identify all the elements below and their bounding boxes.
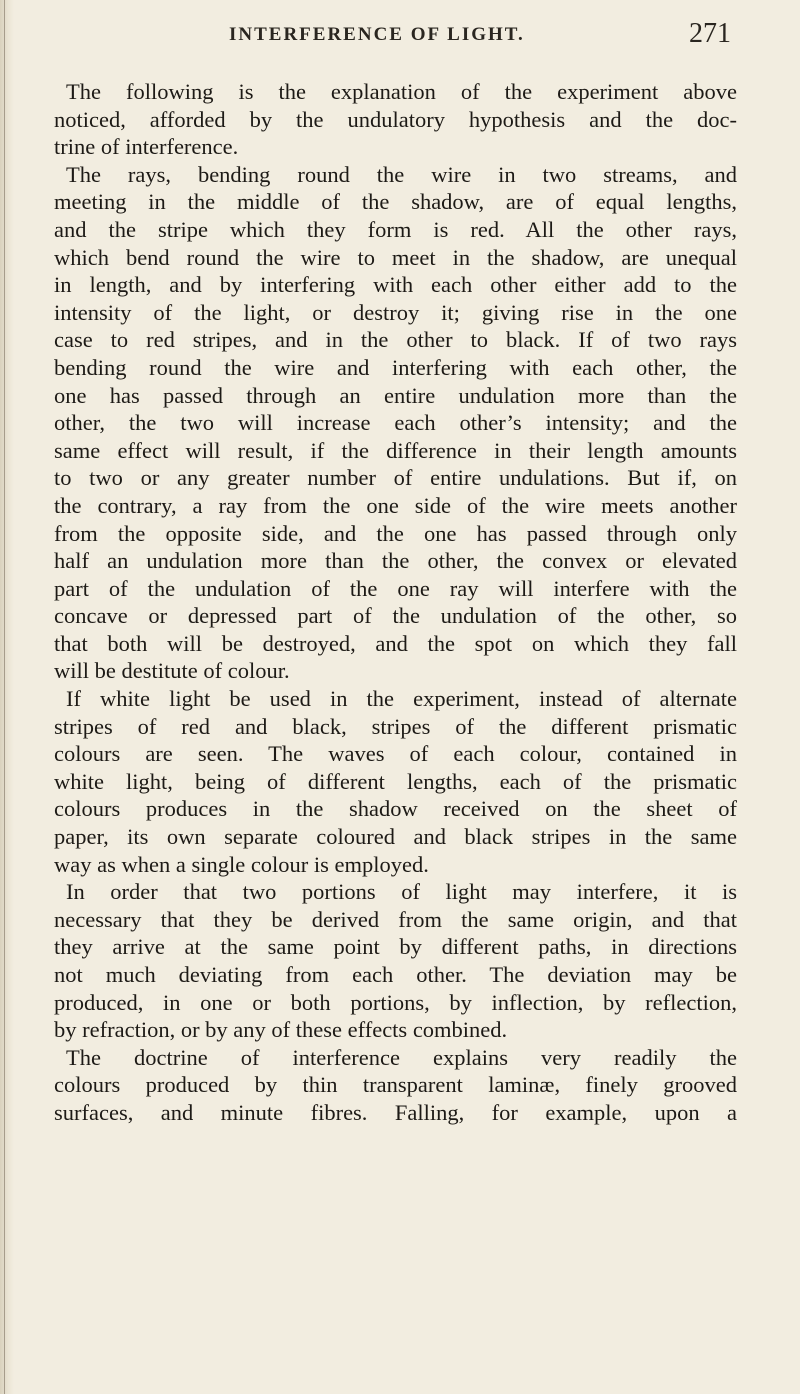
- text-line: concave or depressed part of the undulation of the other, so: [54, 603, 737, 629]
- text-line: In order that two portions of light may interfere, it is: [66, 879, 737, 905]
- text-line: they arrive at the same point by different paths, in directions: [54, 934, 737, 960]
- text-line: paper, its own separate coloured and black stripes in the same: [54, 824, 737, 850]
- text-line: which bend round the wire to meet in the shadow, are unequal: [54, 244, 737, 270]
- text-line: colours produced by thin transparent laminæ, finely grooved: [54, 1072, 737, 1098]
- text-line: noticed, afforded by the undulatory hypothesis and the doc-: [54, 106, 737, 132]
- text-line: will be destitute of colour.: [54, 658, 290, 684]
- text-line: case to red stripes, and in the other to black. If of two rays: [54, 327, 737, 353]
- text-line: part of the undulation of the one ray will interfere with the: [54, 575, 737, 601]
- text-line: way as when a single colour is employed.: [54, 851, 429, 877]
- text-line: to two or any greater number of entire undulations. But if, on: [54, 465, 737, 491]
- page-number: 271: [689, 18, 731, 49]
- text-line: colours produces in the shadow received on the sheet of: [54, 796, 737, 822]
- text-line: bending round the wire and interfering with each other, the: [54, 354, 737, 380]
- body-text: [54, 78, 737, 1127]
- text-line: produced, in one or both portions, by inflection, by reflection,: [54, 989, 737, 1015]
- text-line: necessary that they be derived from the same origin, and that: [54, 906, 737, 932]
- text-line: half an undulation more than the other, the convex or elevated: [54, 548, 737, 574]
- page-gutter: [0, 0, 14, 1394]
- text-line: The rays, bending round the wire in two streams, and: [66, 161, 737, 187]
- text-line: and the stripe which they form is red. All the other rays,: [54, 216, 737, 242]
- text-line: same effect will result, if the difference in their length amounts: [54, 437, 737, 463]
- running-title: INTERFERENCE OF LIGHT.: [229, 24, 525, 45]
- text-line: white light, being of different lengths, each of the prismatic: [54, 768, 737, 794]
- text-line: The following is the explanation of the experiment above: [66, 79, 737, 104]
- text-line: from the opposite side, and the one has passed through only: [54, 520, 737, 546]
- text-line: The doctrine of interference explains very readily the: [66, 1044, 737, 1070]
- text-line: meeting in the middle of the shadow, are of equal lengths,: [54, 189, 737, 215]
- text-line: that both will be destroyed, and the spot on which they fall: [54, 630, 737, 656]
- text-line: trine of interference.: [54, 134, 239, 160]
- text-line: in length, and by interfering with each other either add to the: [54, 272, 737, 298]
- text-line: intensity of the light, or destroy it; giving rise in the one: [54, 299, 737, 325]
- text-line: colours are seen. The waves of each colour, contained in: [54, 741, 737, 767]
- gutter-edge-line: [4, 0, 5, 1394]
- text-line: by refraction, or by any of these effects combined.: [54, 1017, 508, 1043]
- text-line: not much deviating from each other. The deviation may be: [54, 962, 737, 987]
- text-line: other, the two will increase each other’s intensity; and the: [54, 410, 737, 436]
- text-line: one has passed through an entire undulation more than the: [54, 382, 737, 408]
- text-line: surfaces, and minute fibres. Falling, for example, upon a: [54, 1099, 737, 1125]
- text-line: the contrary, a ray from the one side of the wire meets another: [54, 492, 737, 518]
- text-line: stripes of red and black, stripes of the different prismatic: [54, 713, 737, 739]
- text-line: If white light be used in the experiment, instead of alternate: [66, 686, 737, 712]
